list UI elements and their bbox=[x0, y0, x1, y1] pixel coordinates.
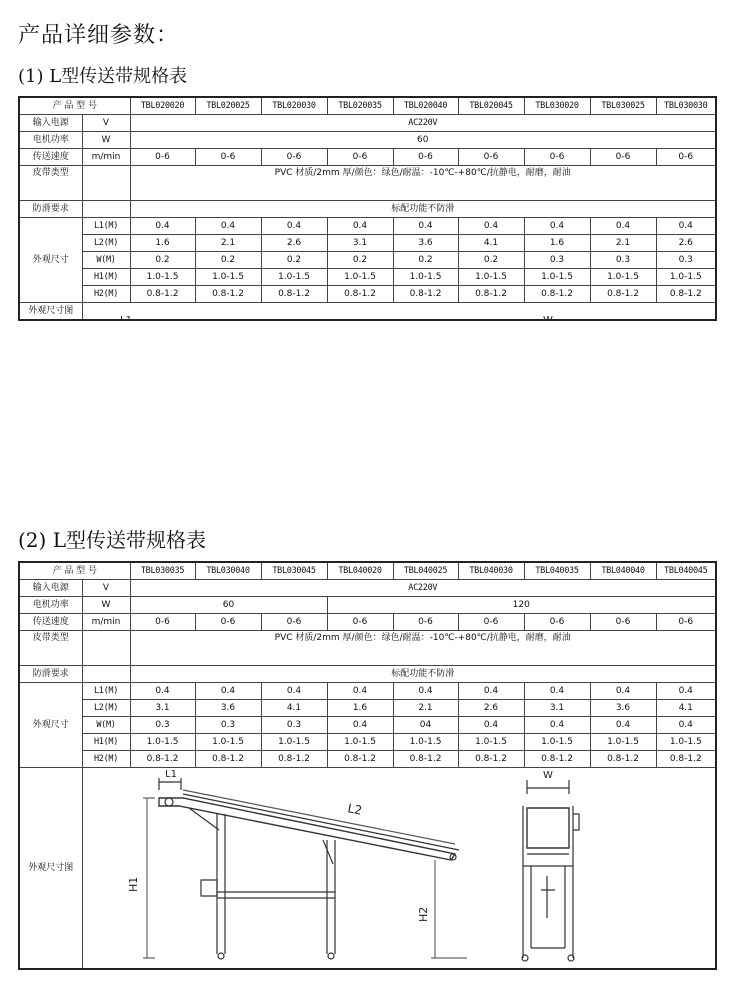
power-supply-value: AC220V bbox=[130, 115, 716, 132]
dim-cell: 3.6 bbox=[590, 700, 656, 717]
dim-name: L2(M) bbox=[82, 700, 130, 717]
dim-cell: 1.0-1.5 bbox=[656, 734, 716, 751]
motor-power-unit: W bbox=[82, 132, 130, 149]
dim-name: H1(M) bbox=[82, 269, 130, 286]
model-cell: TBL030045 bbox=[261, 562, 327, 580]
dim-cell: 0.4 bbox=[327, 683, 393, 700]
w-label: W bbox=[542, 315, 553, 326]
dim-cell: 0.3 bbox=[195, 717, 261, 734]
belt-type-value: PVC 材质/2mm 厚/颜色：绿色/耐温：-10℃-+80℃/抗静电，耐磨，耐油 bbox=[130, 166, 716, 201]
speed-cell: 0-6 bbox=[458, 149, 524, 166]
belt-type-label: 皮带类型 bbox=[19, 166, 82, 201]
h1-label: H1 bbox=[126, 876, 140, 892]
dim-cell: 0.4 bbox=[458, 218, 524, 235]
dim-cell: 1.0-1.5 bbox=[130, 269, 195, 286]
dimensions-label: 外观尺寸 bbox=[19, 683, 82, 768]
dim-cell: 2.1 bbox=[393, 700, 458, 717]
model-cell: TBL020040 bbox=[393, 97, 458, 115]
dim-cell: 0.4 bbox=[327, 218, 393, 235]
antislip-label: 防滑要求 bbox=[19, 666, 82, 683]
dim-cell: 04 bbox=[393, 717, 458, 734]
dim-cell: 1.0-1.5 bbox=[327, 734, 393, 751]
dim-cell: 0.4 bbox=[590, 717, 656, 734]
dim-cell: 1.0-1.5 bbox=[130, 734, 195, 751]
section2-title: (2) L型传送带规格表 bbox=[18, 528, 206, 552]
dim-cell: 0.4 bbox=[130, 683, 195, 700]
dim-cell: 0.2 bbox=[458, 252, 524, 269]
speed-cell: 0-6 bbox=[458, 614, 524, 631]
motor-power-label: 电机功率 bbox=[19, 132, 82, 149]
dim-cell: 0.3 bbox=[656, 252, 716, 269]
dim-row bbox=[19, 751, 716, 768]
dim-cell: 4.1 bbox=[261, 700, 327, 717]
dim-cell: 0.8-1.2 bbox=[327, 751, 393, 768]
speed-cell: 0-6 bbox=[195, 614, 261, 631]
dim-cell: 0.4 bbox=[656, 683, 716, 700]
dim-cell: 0.4 bbox=[327, 717, 393, 734]
power-supply-unit: V bbox=[82, 115, 130, 132]
spec-table-2 bbox=[18, 561, 717, 970]
motor-power-unit: W bbox=[82, 597, 130, 614]
dim-row bbox=[19, 734, 716, 751]
dim-cell: 0.4 bbox=[393, 218, 458, 235]
model-cell: TBL030030 bbox=[656, 97, 716, 115]
dim-name: W(M) bbox=[82, 717, 130, 734]
dim-cell: 1.0-1.5 bbox=[261, 734, 327, 751]
dim-cell: 0.4 bbox=[195, 218, 261, 235]
l1-label: L1 bbox=[164, 769, 177, 780]
speed-cell: 0-6 bbox=[327, 149, 393, 166]
speed-cell: 0-6 bbox=[393, 614, 458, 631]
dim-cell: 1.0-1.5 bbox=[458, 269, 524, 286]
dim-cell: 0.4 bbox=[656, 218, 716, 235]
motor-power-label: 电机功率 bbox=[19, 597, 82, 614]
speed-cell: 0-6 bbox=[195, 149, 261, 166]
dim-cell: 0.8-1.2 bbox=[130, 286, 195, 303]
dim-name: L1(M) bbox=[82, 218, 130, 235]
dim-cell: 1.6 bbox=[524, 235, 590, 252]
power-supply-label: 输入电源 bbox=[19, 115, 82, 132]
dim-cell: 2.6 bbox=[656, 235, 716, 252]
antislip-value: 标配功能不防滑 bbox=[130, 201, 716, 218]
dim-row bbox=[19, 235, 716, 252]
dim-name: H1(M) bbox=[82, 734, 130, 751]
dim-cell: 0.4 bbox=[524, 218, 590, 235]
dim-cell: 0.8-1.2 bbox=[393, 751, 458, 768]
dim-cell: 3.6 bbox=[195, 700, 261, 717]
antislip-row bbox=[19, 201, 716, 218]
model-cell: TBL040020 bbox=[327, 562, 393, 580]
diagram-label: 外观尺寸图 bbox=[19, 768, 82, 970]
dim-cell: 1.0-1.5 bbox=[393, 734, 458, 751]
motor-power-row bbox=[19, 132, 716, 149]
antislip-row bbox=[19, 666, 716, 683]
model-header: 产 品 型 号 bbox=[19, 562, 130, 580]
dim-name: L2(M) bbox=[82, 235, 130, 252]
model-cell: TBL020025 bbox=[195, 97, 261, 115]
dim-cell: 1.0-1.5 bbox=[590, 734, 656, 751]
dim-cell: 0.8-1.2 bbox=[393, 286, 458, 303]
dim-cell: 1.0-1.5 bbox=[524, 734, 590, 751]
dim-name: W(M) bbox=[82, 252, 130, 269]
model-row bbox=[19, 562, 716, 580]
dim-row bbox=[19, 717, 716, 734]
model-cell: TBL020045 bbox=[458, 97, 524, 115]
speed-cell: 0-6 bbox=[130, 149, 195, 166]
diagram-row bbox=[19, 768, 716, 970]
motor-power-value-b: 120 bbox=[327, 597, 716, 614]
speed-label: 传送速度 bbox=[19, 149, 82, 166]
dim-cell: 0.3 bbox=[261, 717, 327, 734]
model-cell: TBL030040 bbox=[195, 562, 261, 580]
model-cell: TBL020020 bbox=[130, 97, 195, 115]
dim-cell: 3.6 bbox=[393, 235, 458, 252]
dim-cell: 0.8-1.2 bbox=[261, 286, 327, 303]
speed-cell: 0-6 bbox=[130, 614, 195, 631]
dim-cell: 0.8-1.2 bbox=[261, 751, 327, 768]
dim-cell: 2.6 bbox=[261, 235, 327, 252]
diagram-row bbox=[19, 303, 716, 321]
dim-cell: 1.0-1.5 bbox=[261, 269, 327, 286]
power-supply-value: AC220V bbox=[130, 580, 716, 597]
model-row bbox=[19, 97, 716, 115]
speed-cell: 0-6 bbox=[327, 614, 393, 631]
model-cell: TBL030025 bbox=[590, 97, 656, 115]
power-supply-unit: V bbox=[82, 580, 130, 597]
power-supply-row bbox=[19, 580, 716, 597]
h2-label: H2 bbox=[416, 906, 430, 922]
dim-cell: 0.4 bbox=[524, 717, 590, 734]
dim-cell: 2.1 bbox=[590, 235, 656, 252]
dim-cell: 0.2 bbox=[327, 252, 393, 269]
speed-cell: 0-6 bbox=[524, 614, 590, 631]
speed-cell: 0-6 bbox=[656, 149, 716, 166]
antislip-label: 防滑要求 bbox=[19, 201, 82, 218]
dim-cell: 0.2 bbox=[195, 252, 261, 269]
dim-cell: 3.1 bbox=[130, 700, 195, 717]
page-title: 产品详细参数： bbox=[18, 23, 180, 48]
dim-cell: 1.0-1.5 bbox=[327, 269, 393, 286]
dim-row bbox=[19, 683, 716, 700]
model-cell: TBL040030 bbox=[458, 562, 524, 580]
dim-row bbox=[19, 700, 716, 717]
model-cell: TBL020030 bbox=[261, 97, 327, 115]
dim-cell: 3.1 bbox=[327, 235, 393, 252]
dim-cell: 1.0-1.5 bbox=[195, 734, 261, 751]
dim-cell: 0.4 bbox=[261, 683, 327, 700]
w-label: W bbox=[542, 770, 553, 781]
speed-label: 传送速度 bbox=[19, 614, 82, 631]
dim-cell: 0.8-1.2 bbox=[524, 751, 590, 768]
dim-cell: 0.4 bbox=[261, 218, 327, 235]
dimensions-label: 外观尺寸 bbox=[19, 218, 82, 303]
power-supply-label: 输入电源 bbox=[19, 580, 82, 597]
conveyor-drawing bbox=[83, 768, 717, 968]
dim-cell: 0.4 bbox=[656, 717, 716, 734]
dim-cell: 0.4 bbox=[458, 683, 524, 700]
dim-cell: 1.0-1.5 bbox=[458, 734, 524, 751]
dim-cell: 0.4 bbox=[590, 218, 656, 235]
speed-row bbox=[19, 614, 716, 631]
model-cell: TBL030035 bbox=[130, 562, 195, 580]
conveyor-drawing: L1 L2 H1 H2 W bbox=[83, 303, 717, 320]
model-cell: TBL030020 bbox=[524, 97, 590, 115]
dim-cell: 0.4 bbox=[393, 683, 458, 700]
l1-label: L1 bbox=[119, 315, 132, 326]
speed-cell: 0-6 bbox=[590, 614, 656, 631]
antislip-value: 标配功能不防滑 bbox=[130, 666, 716, 683]
dim-row bbox=[19, 269, 716, 286]
belt-type-label: 皮带类型 bbox=[19, 631, 82, 666]
speed-cell: 0-6 bbox=[261, 149, 327, 166]
dim-cell: 0.8-1.2 bbox=[590, 286, 656, 303]
dim-cell: 0.8-1.2 bbox=[130, 751, 195, 768]
speed-cell: 0-6 bbox=[524, 149, 590, 166]
speed-unit: m/min bbox=[82, 149, 130, 166]
spec-table-1 bbox=[18, 96, 717, 457]
dim-cell: 0.8-1.2 bbox=[327, 286, 393, 303]
dim-cell: 0.8-1.2 bbox=[656, 286, 716, 303]
dim-cell: 0.2 bbox=[393, 252, 458, 269]
power-supply-row bbox=[19, 115, 716, 132]
motor-power-row bbox=[19, 597, 716, 614]
motor-power-value-a: 60 bbox=[130, 597, 327, 614]
dim-cell: 4.1 bbox=[656, 700, 716, 717]
antislip-unit bbox=[82, 201, 130, 218]
dim-cell: 0.8-1.2 bbox=[195, 286, 261, 303]
conveyor-drawing-cell bbox=[82, 303, 716, 457]
dim-cell: 4.1 bbox=[458, 235, 524, 252]
dim-cell: 0.3 bbox=[524, 252, 590, 269]
dim-cell: 0.3 bbox=[590, 252, 656, 269]
dim-cell: 0.4 bbox=[524, 683, 590, 700]
dim-cell: 3.1 bbox=[524, 700, 590, 717]
speed-cell: 0-6 bbox=[656, 614, 716, 631]
dim-cell: 0.4 bbox=[130, 218, 195, 235]
dim-cell: 2.6 bbox=[458, 700, 524, 717]
dim-row bbox=[19, 218, 716, 235]
dim-row bbox=[19, 252, 716, 269]
dim-cell: 1.0-1.5 bbox=[393, 269, 458, 286]
dim-cell: 0.8-1.2 bbox=[458, 751, 524, 768]
diagram-label: 外观尺寸图 bbox=[19, 303, 82, 321]
dim-name: L1(M) bbox=[82, 683, 130, 700]
dim-cell: 0.2 bbox=[261, 252, 327, 269]
dim-cell: 0.2 bbox=[130, 252, 195, 269]
dim-cell: 0.3 bbox=[130, 717, 195, 734]
dim-row bbox=[19, 286, 716, 303]
l2-label: L2 bbox=[345, 801, 363, 818]
dim-cell: 1.0-1.5 bbox=[195, 269, 261, 286]
belt-type-unit bbox=[82, 631, 130, 666]
dim-cell: 1.0-1.5 bbox=[524, 269, 590, 286]
motor-power-value: 60 bbox=[130, 132, 716, 149]
model-cell: TBL040025 bbox=[393, 562, 458, 580]
dim-cell: 0.4 bbox=[195, 683, 261, 700]
dim-cell: 1.6 bbox=[327, 700, 393, 717]
belt-type-value: PVC 材质/2mm 厚/颜色：绿色/耐温：-10℃-+80℃/抗静电，耐磨，耐油 bbox=[130, 631, 716, 666]
speed-cell: 0-6 bbox=[261, 614, 327, 631]
dim-cell: 0.8-1.2 bbox=[195, 751, 261, 768]
model-cell: TBL020035 bbox=[327, 97, 393, 115]
speed-unit: m/min bbox=[82, 614, 130, 631]
dim-cell: 2.1 bbox=[195, 235, 261, 252]
speed-cell: 0-6 bbox=[590, 149, 656, 166]
dim-cell: 1.6 bbox=[130, 235, 195, 252]
dim-cell: 1.0-1.5 bbox=[656, 269, 716, 286]
model-cell: TBL040045 bbox=[656, 562, 716, 580]
model-cell: TBL040040 bbox=[590, 562, 656, 580]
speed-cell: 0-6 bbox=[393, 149, 458, 166]
section1-title: (1) L型传送带规格表 bbox=[18, 66, 188, 87]
belt-type-unit bbox=[82, 166, 130, 201]
dim-cell: 1.0-1.5 bbox=[590, 269, 656, 286]
model-cell: TBL040035 bbox=[524, 562, 590, 580]
dim-cell: 0.4 bbox=[590, 683, 656, 700]
dim-name: H2(M) bbox=[82, 751, 130, 768]
dim-cell: 0.8-1.2 bbox=[590, 751, 656, 768]
dim-cell: 0.8-1.2 bbox=[656, 751, 716, 768]
speed-row bbox=[19, 149, 716, 166]
conveyor-drawing-cell bbox=[82, 768, 716, 970]
dim-cell: 0.4 bbox=[458, 717, 524, 734]
antislip-unit bbox=[82, 666, 130, 683]
model-header: 产 品 型 号 bbox=[19, 97, 130, 115]
dim-cell: 0.8-1.2 bbox=[524, 286, 590, 303]
dim-cell: 0.8-1.2 bbox=[458, 286, 524, 303]
dim-name: H2(M) bbox=[82, 286, 130, 303]
